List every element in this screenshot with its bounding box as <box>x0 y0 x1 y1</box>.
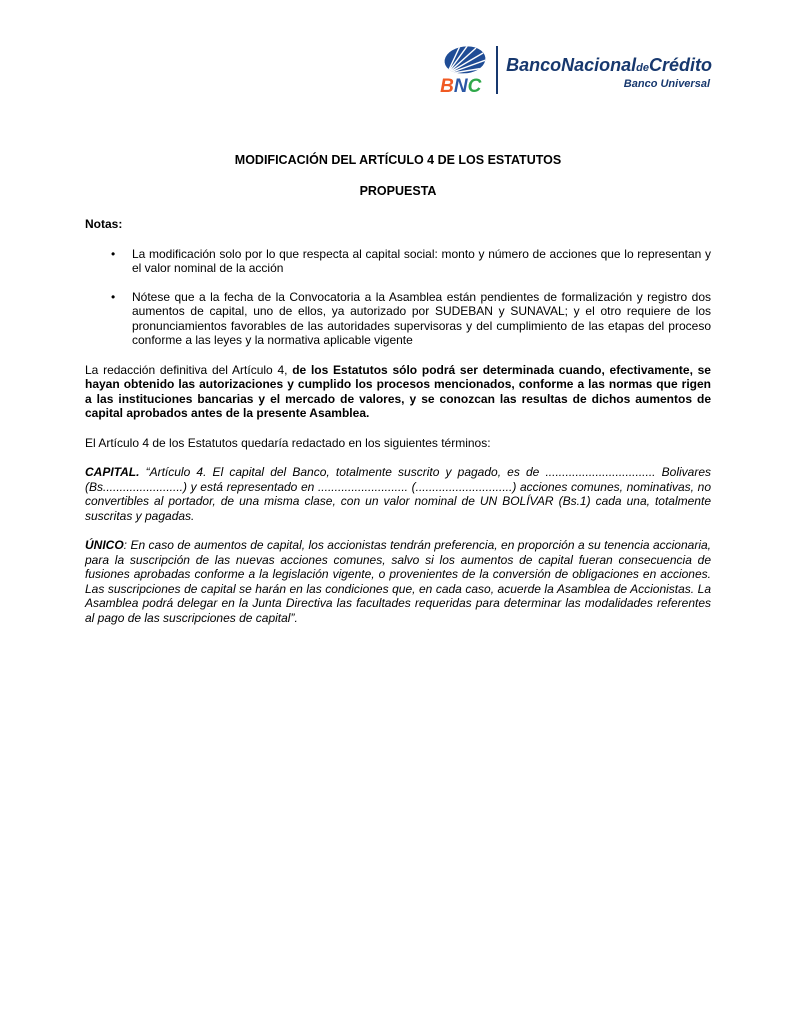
bnc-logo <box>440 44 712 96</box>
paragraph-capital <box>85 465 711 523</box>
document-content <box>85 153 711 625</box>
capital-label: CAPITAL. <box>85 465 140 479</box>
bnc-acronym <box>440 77 481 96</box>
bnc-letter-c: C <box>467 76 482 97</box>
paragraph-intro-terminos: El Artículo 4 de los Estatutos quedaría redactado en los siguientes términos: <box>85 435 491 450</box>
notes-heading: Notas: <box>85 217 123 231</box>
note-text-2: Nótese que a la fecha de la Convocatoria a la Asamblea están pendientes de formalización y registro dos aumentos de capital, uno de ellos, ya autorizado por SUDEBAN y SUNAVAL; y el otro requiere de los pronunciamientos favorables de las autoridades supervisoras y del cumplimiento de las etapas del proceso conforme a las leyes y la normativa aplicable vigente <box>132 289 711 347</box>
bank-name: BancoNacionaldeCrédito <box>506 55 712 75</box>
document-subtitle: PROPUESTA <box>359 183 437 198</box>
bnc-oval-rays-icon <box>440 44 488 96</box>
document-title: MODIFICACIÓN DEL ARTÍCULO 4 DE LOS ESTATUTOS <box>234 153 562 167</box>
paragraph-regular-run: La redacción definitiva del Artículo 4, <box>85 362 293 377</box>
paragraph-bold-run: de los Estatutos sólo podrá ser determinada cuando, efectivamente, se hayan obtenido las autorizaciones y cumplido los procesos mencionados, conforme a las normas que rigen a las instituciones bancarias y el mercado de valores, y se conozcan las resultas de dichos aumentos de capital aprobados antes de la presente Asamblea. <box>85 362 711 420</box>
paragraph-unico <box>85 538 711 625</box>
capital-text: “Artículo 4. El capital del Banco, totalmente suscrito y pagado, es de ................................. Bolivares (Bs........................) y está representado en ........................... (.............................) acciones comunes, nominativas, no convertibles al portador, de una misma clase, con un valor nominal de UN BOLÍVAR (Bs.1) cada una, totalmente suscritas y pagadas. <box>85 465 711 523</box>
bnc-letter-n: N <box>453 76 468 97</box>
logo-divider <box>496 46 498 94</box>
notes-list <box>85 247 711 348</box>
note-item-2 <box>85 290 711 348</box>
unico-text: : En caso de aumentos de capital, los accionistas tendrán preferencia, en proporción a su tenencia accionaria, para la suscripción de las nuevas acciones comunes, salvo si los aumentos de capital fueran consecuencia de fusiones aprobadas conforme a la legislación vigente, o provenientes de la conversión de obligaciones en acciones. Las suscripciones de capital se harán en las condiciones que, en cada caso, acuerde la Asamblea de Accionistas. La Asamblea podrá delegar en la Junta Directiva las facultades requeridas para determinar las modalidades referentes al pago de las suscripciones de capital”. <box>85 538 711 625</box>
logo-wordmark-block <box>506 56 712 91</box>
bank-subtitle: Banco Universal <box>623 78 710 90</box>
bullet-icon: • <box>111 246 116 261</box>
unico-label: ÚNICO <box>85 538 124 552</box>
bnc-letter-b: B <box>440 76 454 97</box>
paragraph-redaccion-definitiva <box>85 363 711 421</box>
note-item-1 <box>85 247 711 276</box>
bullet-icon: • <box>111 289 116 304</box>
note-text-1: La modificación solo por lo que respecta al capital social: monto y número de acciones que lo representan y el valor nominal de la acción <box>132 246 711 275</box>
